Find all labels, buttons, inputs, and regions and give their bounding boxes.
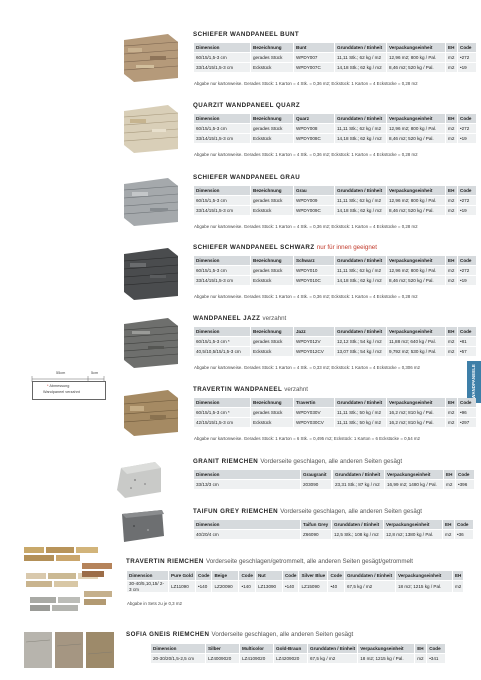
product-image-travertin-riemchen	[22, 545, 117, 621]
indoor-only-warning: nur für innen geeignet	[316, 244, 377, 251]
table-header-row: Dimension Bezeichnung Schwarz Grunddaten / Einheit Verpackungseinheit EH Code	[194, 256, 476, 265]
spec-table-schiefer-bunt	[193, 42, 477, 73]
packaging-note: Abgabe nur kartonweise. Gerades Stück: 1 Karton = 4 Stk. = 0,36 m2; Eckstück: 1 Karton = 4 Eckstücke = 0,28 m2	[194, 224, 418, 229]
table-header-row: Dimension Taifun Grey Grunddaten / Einheit Verpackungseinheit EH Code	[194, 520, 473, 529]
table-row: 60/15/1,5-3 cm gerades Stück WPDY007 11,11 Stk.; 62 kg / m2 12,96 m2; 800 kg / Pal. m2 •272	[194, 53, 476, 62]
note-star: *	[47, 384, 49, 388]
table-row: 40/20/4 cm Z66090 12,5 Stk.; 108 kg / m2 12,8 m2; 1380 kg / Pal. m2 •36	[194, 530, 473, 539]
spec-table-taifun-grey-riemchen	[193, 519, 474, 540]
spec-table-wandpaneel-jazz	[193, 326, 477, 357]
product-image-granit-riemchen	[115, 458, 163, 500]
spec-table-granit-riemchen	[193, 469, 475, 490]
table-header-row: Dimension Bezeichnung Quarz Grunddaten / Einheit Verpackungseinheit EH Code	[194, 114, 476, 123]
section-title: TAIFUN GREY RIEMCHEN Vorderseite geschlagen, alle anderen Seiten gesägt	[193, 508, 422, 515]
section-title: SOFIA GNEIS RIEMCHEN Vorderseite geschlagen, alle anderen Seiten gesägt	[126, 631, 354, 638]
section-title: WANDPANEEL JAZZ verzahnt	[193, 315, 287, 322]
table-row: 60/15/1,5-3 cm gerades Stück WPDY009 11,11 Stk.; 62 kg / m2 12,96 m2; 800 kg / Pal. m2 •272	[194, 196, 476, 205]
table-header-row: Dimension Graugranit Grunddaten / Einheit Verpackungseinheit EH Code	[194, 470, 474, 479]
product-image-quarzit-quarz	[120, 103, 182, 155]
product-image-wandpaneel-jazz	[120, 316, 182, 370]
table-row: 60/15/1,5-3 cm * gerades Stück WPDY012V 12,12 Stk.; 54 kg / m2 11,88 m2; 640 kg / Pal. m2 •81	[194, 337, 476, 346]
section-title: TRAVERTIN WANDPANEEL verzahnt	[193, 386, 308, 393]
table-row: 33/14/15/1,5-3 cm Eckstück WPDY010C 14,18 Stk.; 62 kg / m2 8,46 m2; 520 kg / Pal. m2 •19	[194, 276, 476, 285]
section-title: SCHIEFER WANDPANEEL SCHWARZ nur für innen geeignet	[193, 244, 377, 251]
spec-table-schiefer-schwarz	[193, 255, 477, 286]
table-header-row: Dimension Silber Multicolor Gold-Braun Grunddaten / Einheit Verpackungseinheit EH Code	[151, 644, 445, 653]
table-row: 33/14/15/1,5-3 cm Eckstück WPDY009C 14,18 Stk.; 62 kg / m2 8,46 m2; 520 kg / Pal. m2 •19	[194, 206, 476, 215]
product-image-schiefer-schwarz	[120, 246, 182, 302]
table-row: 42/15/15/1,5-3 cm Eckstück WPDY030CV 11,11 Stk.; 50 kg / m2 16,2 m2; 810 kg / Pal. m2 •297	[194, 418, 476, 427]
packaging-note: Abgabe nur kartonweise. Gerades Stück: 1 Karton = 4 Stk. = 0,36 m2; Eckstück: 1 Karton = 4 Eckstücke = 0,28 m2	[194, 294, 418, 299]
depth-label: 5cm	[91, 371, 99, 375]
product-image-schiefer-grau	[120, 176, 182, 228]
table-row: 60/15/1,5-3 cm gerades Stück WPDY010 11,11 Stk.; 62 kg / m2 12,96 m2; 800 kg / Pal. m2 •272	[194, 266, 476, 275]
packaging-note: Abgabe nur kartonweise. Gerades Stück: 1 Karton = 4 Stk. = 0,36 m2; Eckstück: 1 Karton = 4 Eckstücke = 0,28 m2	[194, 152, 418, 157]
table-row: 60/15/1,5-3 cm * gerades Stück WPDY030V 11,11 Stk.; 50 kg / m2 16,2 m2; 810 kg / Pal. m2 •96	[194, 408, 476, 417]
section-title: QUARZIT WANDPANEEL QUARZ	[193, 102, 301, 109]
packaging-note: Abgabe nur kartonweise. Gerades Stück: 1 Karton = 6 Stk. = 0,495 m2; Eckstück: 1 Karton = 6 Eckstücke = 0,54 m2	[194, 436, 420, 441]
spec-table-travertin-riemchen	[126, 570, 464, 593]
product-image-schiefer-bunt	[120, 32, 182, 84]
packaging-note: Abgabe in Sets zu je 0,3 m2	[127, 601, 182, 606]
table-header-row: Dimension Bezeichnung Travertin Grunddaten / Einheit Verpackungseinheit EH Code	[194, 398, 476, 407]
table-row: 40,5/10,5/15/1,5-3 cm Eckstück WPDY012CV 13,07 Stk.; 54 kg / m2 9,792 m2; 530 kg / Pal. m2 •57	[194, 347, 476, 356]
spec-table-travertin-wandpaneel	[193, 397, 477, 428]
section-title: SCHIEFER WANDPANEEL BUNT	[193, 31, 300, 38]
section-title: GRANIT RIEMCHEN Vorderseite geschlagen, alle anderen Seiten gesägt	[193, 458, 403, 465]
dimension-diagram	[20, 370, 108, 410]
table-header-row: Dimension Pure Gold Code Beige Code Nut Code Silver Blue Code Grunddaten / Einheit Verpackungseinheit EH	[129, 573, 462, 578]
spec-table-quarzit-quarz	[193, 113, 477, 144]
side-tab-label: WANDPANEELE	[471, 364, 476, 399]
table-row: 33/14/15/1,5-3 cm Eckstück WPDY007C 14,18 Stk.; 62 kg / m2 8,46 m2; 520 kg / Pal. m2 •19	[194, 63, 476, 72]
table-row: 30-40/5,10,15/ 2-3 cm LZ11090 •140 LZ20090 •140 LZ13090 •140 LZ15090 •40 67,5 kg / m2 18 m2; 1215 kg / Pal. m2	[129, 581, 462, 592]
table-row: 60/15/1,5-3 cm gerades Stück WPDY008 11,11 Stk.; 62 kg / m2 12,96 m2; 800 kg / Pal. m2 •272	[194, 124, 476, 133]
packaging-note: Abgabe nur kartonweise. Gerades Stück: 1 Karton = 4 Stk. = 0,36 m2; Eckstück: 1 Karton = 4 Eckstücke = 0,28 m2	[194, 81, 418, 86]
product-image-sofia-gneis-riemchen	[22, 628, 117, 672]
packaging-note: Abgabe nur kartonweise. Gerades Stück: 1 Karton = 4 Stk. = 0,33 m2; Eckstück: 1 Karton = 4 Eckstücke = 0,306 m2	[194, 365, 420, 370]
product-image-travertin-wandpaneel	[120, 388, 182, 438]
spec-table-schiefer-grau	[193, 185, 477, 216]
note-line-1: Abmessung	[49, 384, 70, 388]
dimension-note-box	[32, 381, 106, 400]
product-image-taifun-grey-riemchen	[118, 506, 166, 546]
table-header-row: Dimension Bezeichnung Jazz Grunddaten / Einheit Verpackungseinheit EH Code	[194, 327, 476, 336]
spec-table-sofia-gneis-riemchen	[150, 643, 446, 664]
table-header-row: Dimension Bezeichnung Grau Grunddaten / Einheit Verpackungseinheit EH Code	[194, 186, 476, 195]
section-title: SCHIEFER WANDPANEEL GRAU	[193, 174, 301, 181]
note-line-2: Wandpaneel verzahnt	[43, 390, 80, 394]
table-row: 33/13/3 cm 203090 23,31 Stk.; 87 kg / m2 16,99 m2; 1480 kg / Pal. m2 •396	[194, 480, 474, 489]
table-row: 20-30/20/1,5-2,5 cm LZ4009020 LZ4109020 LZ4209020 67,5 kg / m2 18 m2; 1215 kg / Pal. m2 •341	[151, 654, 445, 663]
table-row: 33/14/15/1,5-3 cm Eckstück WPDY008C 14,18 Stk.; 62 kg / m2 8,46 m2; 520 kg / Pal. m2 •19	[194, 134, 476, 143]
table-header-row: Dimension Bezeichnung Bunt Grunddaten / Einheit Verpackungseinheit EH Code	[194, 43, 476, 52]
width-label: 55cm	[56, 371, 66, 375]
section-title: TRAVERTIN RIEMCHEN Vorderseite geschlagen/getrommelt, alle anderen Seiten gesägt/getrommelt	[126, 558, 414, 565]
